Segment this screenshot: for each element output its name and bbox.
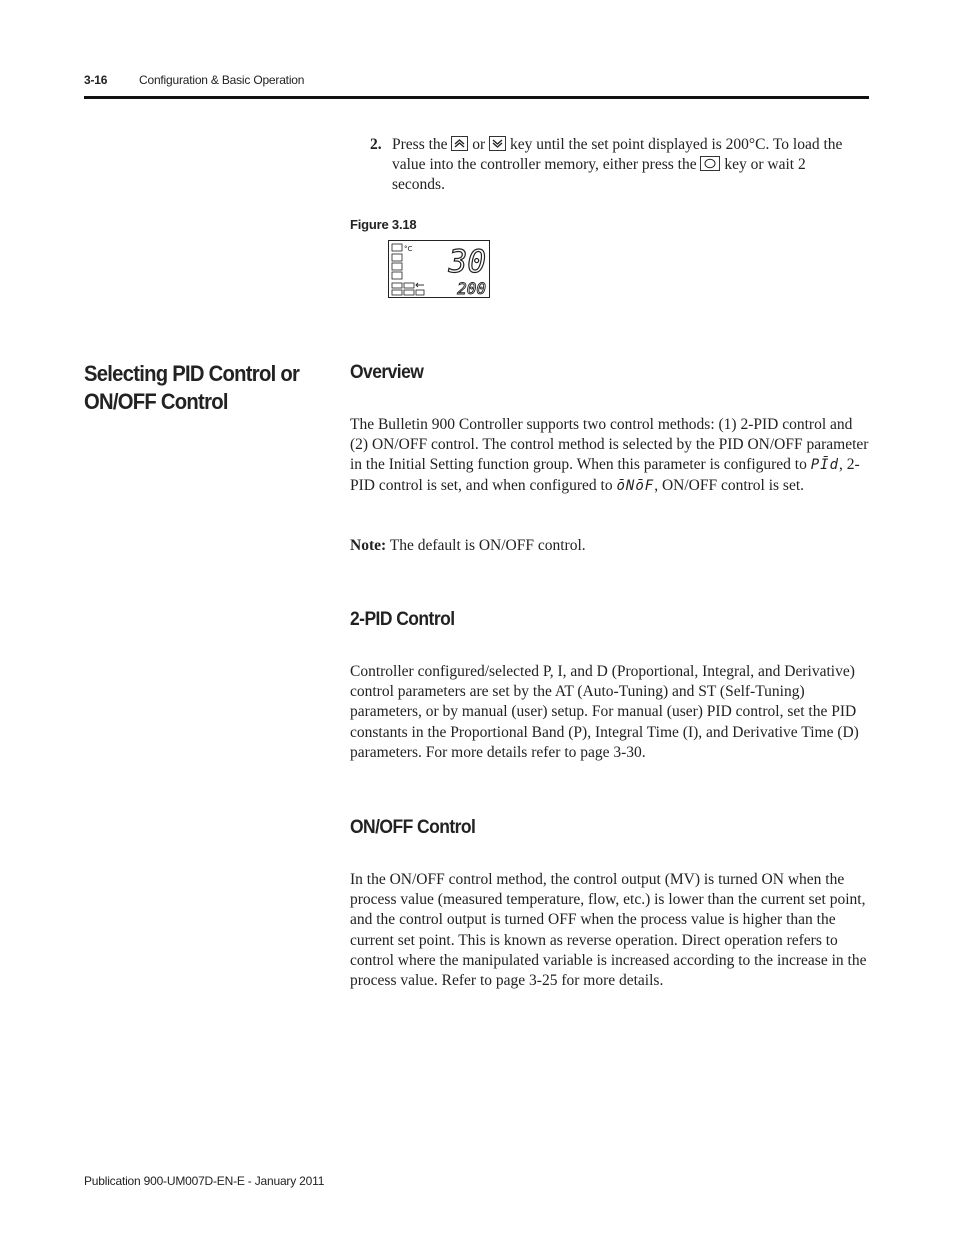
pid-code: PĪd xyxy=(810,457,840,474)
note-label: Note: xyxy=(350,537,387,554)
step-2 xyxy=(370,135,860,196)
onof-code: ōNōF xyxy=(616,477,655,494)
indicator-box xyxy=(392,290,402,295)
indicator-box xyxy=(416,290,424,295)
indicator-box xyxy=(392,283,402,288)
set-point-value: 200 xyxy=(457,279,486,297)
unit-label: °C xyxy=(404,245,413,253)
indicator-box xyxy=(392,263,402,270)
indicator-box xyxy=(392,254,402,261)
publication-footer: Publication 900-UM007D-EN-E - January 2011 xyxy=(84,1174,325,1188)
overview-paragraph xyxy=(350,415,870,496)
onoff-control-paragraph: In the ON/OFF control method, the control output (MV) is turned ON when the process value (measured temperature, flow, etc.) is lower than the current set point, and the control output is turned OFF when the process value is higher than the current set point. This is known as reverse operation. Direct operation refers to control where the manipulated variable is increased according to the increase in the process value. Refer to page 3-25 for more details. xyxy=(350,871,867,990)
step-text-part3: key until the set point displayed is 200°C. To load the value into the controller memory, either press the xyxy=(392,136,843,174)
mode-key-icon xyxy=(700,156,720,171)
step-text-part4: key or wait 2 seconds. xyxy=(392,156,806,194)
indicator-box xyxy=(404,290,414,295)
display-panel xyxy=(389,241,489,297)
step-text xyxy=(392,135,860,196)
header-rule xyxy=(84,96,869,99)
page-number: 3-16 xyxy=(84,73,108,87)
chapter-title: Configuration & Basic Operation xyxy=(139,73,305,87)
step-text-part1: Press the xyxy=(392,136,448,153)
overview-heading: Overview xyxy=(350,362,424,383)
indicator-box xyxy=(392,244,402,251)
down-key-icon xyxy=(489,136,506,151)
note-paragraph xyxy=(350,536,870,556)
figure-label: Figure 3.18 xyxy=(350,217,417,232)
overview-text: The Bulletin 900 Controller supports two control methods: (1) 2-PID control and (2) ON/OFF control. The control method is selected by the PID ON/OFF parameter in the Initial Setting function group. When this parameter is configured to xyxy=(350,416,869,474)
overview-text: , ON/OFF control is set. xyxy=(654,476,805,494)
step-number: 2. xyxy=(370,136,382,153)
controller-display xyxy=(388,240,490,298)
indicator-box xyxy=(404,283,414,288)
onoff-control-heading: ON/OFF Control xyxy=(350,817,476,838)
note-text: The default is ON/OFF control. xyxy=(389,537,586,554)
pid-control-paragraph: Controller configured/selected P, I, and D (Proportional, Integral, and Derivative) control parameters are set by the AT (Auto-Tuning) and ST (Self-Tuning) parameters, or by manual (user) setup. For manual (user) PID control, set the PID constants in the Proportional Band (P), Integral Time (I), and Derivative Time (D) parameters. For more details refer to page 3-30. xyxy=(350,663,859,761)
process-value: 30 xyxy=(448,244,486,280)
overview-text: , 2-PID control is set, and when configured to xyxy=(350,456,860,494)
pid-control-heading: 2-PID Control xyxy=(350,609,455,630)
indicator-box xyxy=(392,272,402,279)
step-text-part2: or xyxy=(472,136,486,153)
arrow-icon xyxy=(416,283,424,287)
up-key-icon xyxy=(451,136,468,151)
section-title: Selecting PID Control or ON/OFF Control xyxy=(84,361,300,414)
